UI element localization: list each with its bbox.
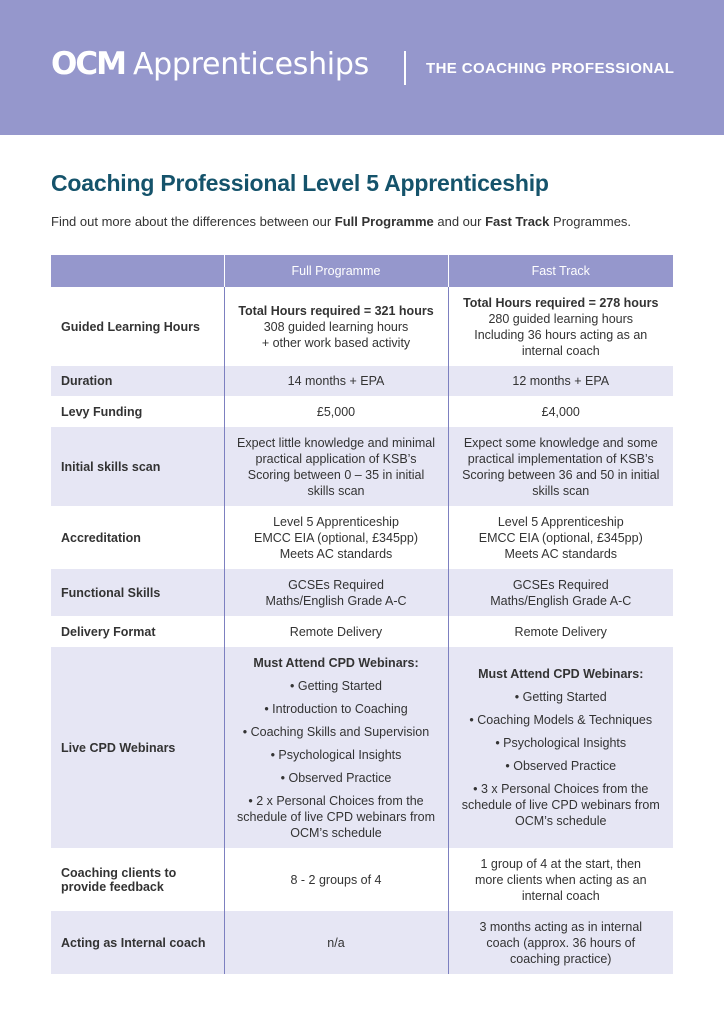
- cell-line: 308 guided learning hours: [263, 319, 409, 334]
- row-label: Functional Skills: [51, 569, 224, 616]
- table-row: [51, 911, 673, 974]
- webinar-item: • 3 x Personal Choices from the: [473, 782, 649, 796]
- table-row: [51, 616, 673, 647]
- fast-cell: [448, 506, 673, 569]
- cell-line: schedule of live CPD webinars from: [461, 798, 660, 812]
- cell-line: Scoring between 36 and 50 in initial: [462, 467, 660, 482]
- full-cell: [224, 647, 448, 848]
- table-row: [51, 366, 673, 396]
- cell-line: Expect little knowledge and minimal: [236, 435, 436, 450]
- row-label: Acting as Internal coach: [51, 911, 224, 974]
- full-cell: n/a: [224, 911, 448, 974]
- cell-line: Level 5 Apprenticeship: [497, 514, 624, 529]
- intro-part: Programmes.: [549, 214, 632, 229]
- cell-line: Total Hours required = 321 hours: [238, 303, 434, 318]
- row-label: Guided Learning Hours: [61, 319, 200, 334]
- webinar-item: • Getting Started: [290, 678, 382, 693]
- intro-text: [51, 214, 631, 229]
- cell-line: schedule of live CPD webinars from: [237, 809, 435, 824]
- webinar-item: • Coaching Models & Techniques: [469, 713, 653, 727]
- cell-line: Meets AC standards: [504, 546, 618, 561]
- webinar-item: • Coaching Skills and Supervision: [242, 724, 430, 739]
- cell-line: coach (approx. 36 hours of: [486, 935, 636, 950]
- cell-line: 3 months acting as in internal: [479, 919, 643, 934]
- fast-cell: 12 months + EPA: [448, 366, 673, 396]
- header-empty-cell: [51, 255, 224, 287]
- cell-line: practical implementation of KSB’s: [467, 451, 654, 466]
- table-row: [51, 506, 673, 569]
- cell-line: EMCC EIA (optional, £345pp): [254, 530, 418, 545]
- row-label-line: provide feedback: [61, 879, 164, 894]
- full-cell: [224, 569, 448, 616]
- table-row: [51, 647, 673, 848]
- brand-ocm: OCM: [51, 46, 125, 82]
- table-row: [51, 569, 673, 616]
- full-cell: 14 months + EPA: [224, 366, 448, 396]
- full-cell: £5,000: [224, 396, 448, 427]
- cell-line: Level 5 Apprenticeship: [273, 514, 399, 529]
- fast-cell: [448, 427, 673, 506]
- webinar-item: • Observed Practice: [505, 759, 617, 773]
- brand-name: Apprenticeships: [132, 47, 369, 82]
- cell-line: skills scan: [532, 483, 590, 498]
- brand-logo: [51, 46, 369, 82]
- webinar-item: • Psychological Insights: [270, 747, 402, 762]
- cell-line: Expect some knowledge and some: [463, 435, 658, 450]
- cell-line: 280 guided learning hours: [488, 311, 634, 326]
- header-tagline: THE COACHING PROFESSIONAL: [426, 60, 675, 77]
- header-divider: [404, 51, 406, 85]
- full-cell: [224, 506, 448, 569]
- table-header-row: [51, 255, 673, 287]
- webinar-item: • Getting Started: [514, 690, 607, 704]
- cell-line: Maths/English Grade A-C: [490, 593, 632, 608]
- cell-line: Including 36 hours acting as an: [474, 327, 648, 342]
- row-label: Delivery Format: [61, 624, 156, 639]
- row-label: Levy Funding: [61, 404, 143, 419]
- cell-line: Scoring between 0 – 35 in initial: [247, 467, 425, 482]
- header-fast-track: Fast Track: [448, 255, 673, 287]
- row-label: [51, 848, 224, 911]
- cell-line: coaching practice): [510, 951, 612, 966]
- table-row: [51, 396, 673, 427]
- cell-line: internal coach: [521, 888, 600, 903]
- intro-bold-full: Full Programme: [334, 214, 434, 229]
- webinar-item: • 2 x Personal Choices from the: [248, 793, 424, 808]
- cell-line: internal coach: [521, 343, 600, 358]
- row-label: Initial skills scan: [51, 427, 224, 506]
- fast-cell: £4,000: [448, 396, 673, 427]
- full-cell: [224, 427, 448, 506]
- webinar-item: • Psychological Insights: [495, 736, 627, 750]
- fast-cell: Remote Delivery: [448, 616, 673, 647]
- table-row: [51, 427, 673, 506]
- header-banner: [0, 0, 724, 135]
- intro-part: and our: [433, 214, 486, 229]
- header-full-programme: Full Programme: [224, 255, 448, 287]
- cell-line: Maths/English Grade A-C: [265, 593, 407, 608]
- cell-line: EMCC EIA (optional, £345pp): [478, 530, 643, 545]
- full-cell: Remote Delivery: [224, 616, 448, 647]
- fast-cell: [448, 911, 673, 974]
- row-label: Duration: [51, 366, 224, 396]
- full-cell: [224, 287, 448, 366]
- cell-line: + other work based activity: [261, 335, 411, 350]
- cell-line: Meets AC standards: [279, 546, 393, 561]
- cell-line: OCM’s schedule: [515, 814, 607, 828]
- fast-cell: [448, 287, 673, 366]
- cell-line: GCSEs Required: [512, 577, 609, 592]
- cell-line: 1 group of 4 at the start, then: [480, 856, 642, 871]
- webinar-item: • Observed Practice: [280, 770, 392, 785]
- cell-line: GCSEs Required: [288, 577, 384, 592]
- table-row: [51, 287, 673, 366]
- full-cell: 8 - 2 groups of 4: [224, 848, 448, 911]
- intro-bold-fast: Fast Track: [485, 214, 550, 229]
- cell-line: Total Hours required = 278 hours: [463, 295, 659, 310]
- webinar-heading: Must Attend CPD Webinars:: [253, 655, 419, 670]
- fast-cell: [448, 569, 673, 616]
- cell-line: practical application of KSB’s: [255, 451, 417, 466]
- cell-line: more clients when acting as an: [474, 872, 647, 887]
- cell-line: OCM’s schedule: [290, 825, 382, 840]
- intro-part: Find out more about the differences between our: [51, 214, 335, 229]
- webinar-heading: Must Attend CPD Webinars:: [478, 667, 644, 681]
- row-label-line: Coaching clients to: [61, 865, 177, 880]
- webinar-item: • Introduction to Coaching: [264, 701, 408, 716]
- cell-line: skills scan: [307, 483, 365, 498]
- row-label: Accreditation: [61, 530, 141, 545]
- row-label: Live CPD Webinars: [51, 647, 224, 848]
- comparison-table: [51, 255, 673, 974]
- fast-cell: [448, 647, 673, 848]
- table-row: [51, 848, 673, 911]
- fast-cell: [448, 848, 673, 911]
- page-title: Coaching Professional Level 5 Apprenticeship: [51, 170, 549, 196]
